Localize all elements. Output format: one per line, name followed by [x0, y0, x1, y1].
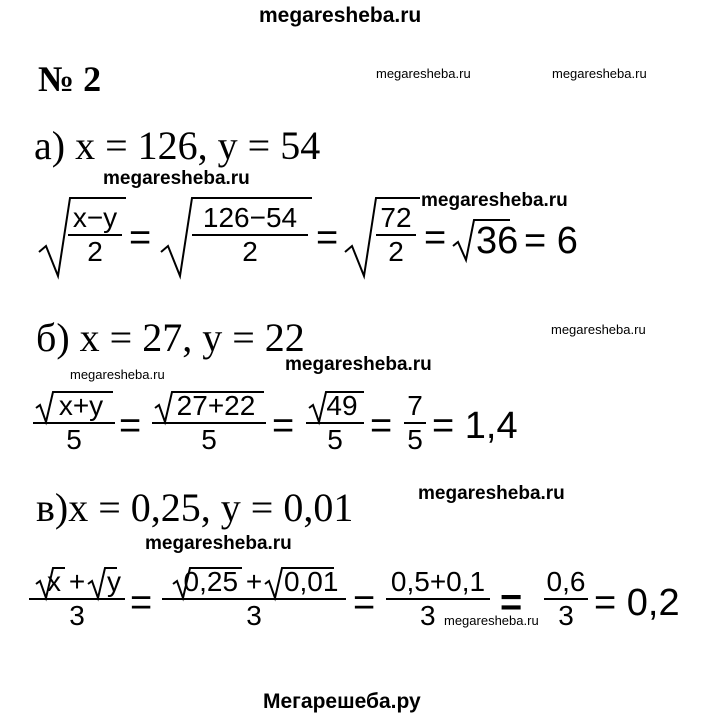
fraction	[29, 566, 125, 632]
sqrt-sign	[154, 390, 266, 424]
radicand: 49	[326, 390, 358, 421]
denominator: 5	[327, 424, 343, 455]
part-a-condition: а) x = 126, y = 54	[34, 123, 321, 168]
result: = 6	[524, 220, 578, 262]
fraction	[192, 202, 308, 268]
fraction	[404, 390, 426, 456]
sqrt-sign	[308, 390, 366, 424]
numerator: x−y	[72, 202, 118, 233]
sqrt-sign	[35, 566, 65, 600]
watermark: megaresheba.ru	[421, 190, 568, 211]
radicand: x+y	[58, 390, 104, 421]
denominator: 5	[201, 424, 217, 455]
numerator: 0,5+0,1	[390, 566, 486, 597]
watermark: megaresheba.ru	[285, 354, 432, 375]
sqrt-sign	[87, 566, 117, 600]
radicand: y	[106, 566, 121, 597]
equals: =	[119, 405, 142, 447]
plus: +	[68, 566, 86, 597]
plus: +	[245, 566, 263, 597]
equals: =	[370, 405, 393, 447]
watermark-bottom: Мегарешеба.ру	[263, 690, 421, 713]
watermark: megaresheba.ru	[70, 367, 165, 382]
watermark: megaresheba.ru	[444, 613, 539, 628]
numerator: 72	[380, 202, 412, 233]
denominator: 3	[246, 600, 262, 631]
fraction	[152, 390, 266, 456]
denominator: 5	[407, 424, 423, 455]
watermark: megaresheba.ru	[551, 322, 646, 337]
watermark-top: megaresheba.ru	[259, 4, 422, 27]
fraction	[68, 202, 122, 268]
watermark: megaresheba.ru	[376, 66, 471, 81]
denominator: 5	[66, 424, 82, 455]
equals: =	[272, 405, 295, 447]
radicand: x	[47, 566, 62, 597]
denominator: 2	[242, 236, 258, 267]
equals: =	[353, 582, 376, 624]
radicand: 27+22	[176, 390, 256, 421]
equals: =	[130, 582, 153, 624]
denominator: 2	[388, 236, 404, 267]
part-b-condition: б) x = 27, y = 22	[36, 315, 305, 360]
numerator: 126−54	[202, 202, 298, 233]
watermark: megaresheba.ru	[418, 483, 565, 504]
watermark: megaresheba.ru	[145, 533, 292, 554]
denominator: 3	[558, 600, 574, 631]
watermark: megaresheba.ru	[103, 168, 250, 189]
denominator: 3	[420, 600, 436, 631]
watermark: megaresheba.ru	[552, 66, 647, 81]
equals: =	[500, 582, 523, 624]
task-number: № 2	[38, 59, 102, 99]
fraction	[386, 566, 490, 632]
equals: =	[316, 217, 339, 259]
fraction	[376, 202, 416, 268]
sqrt-sign	[172, 566, 242, 600]
numerator: 7	[407, 390, 423, 421]
equals: =	[129, 217, 152, 259]
part-c-condition: в)x = 0,25, y = 0,01	[36, 485, 354, 530]
radicand: 0,01	[283, 566, 339, 597]
fraction	[544, 566, 588, 632]
radicand: 0,25	[183, 566, 239, 597]
denominator: 3	[69, 600, 85, 631]
fraction	[162, 566, 346, 632]
root-value: 36	[476, 220, 519, 262]
denominator: 2	[87, 236, 103, 267]
result: = 1,4	[432, 405, 518, 447]
fraction	[306, 390, 364, 456]
equals: =	[424, 217, 447, 259]
fraction	[33, 390, 115, 456]
sqrt-sign	[264, 566, 334, 600]
result: = 0,2	[594, 582, 680, 624]
sqrt-sign	[35, 390, 115, 424]
numerator: 0,6	[546, 566, 586, 597]
